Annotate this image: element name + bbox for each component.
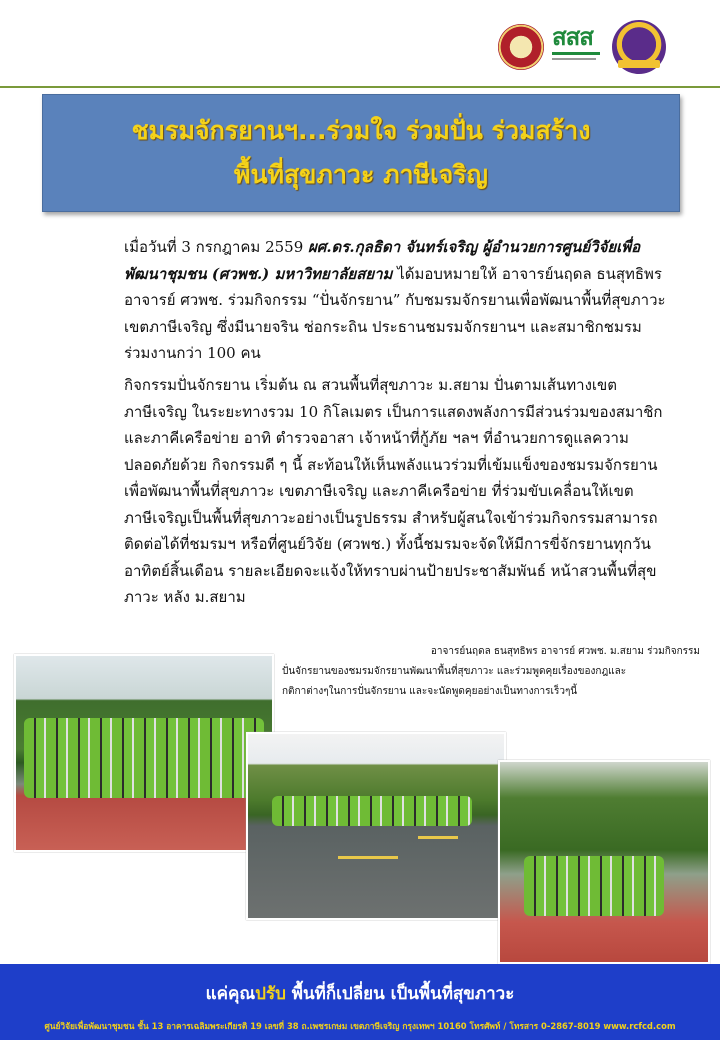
footer-address: ศูนย์วิจัยเพื่อพัฒนาชุมชน ชั้น 13 อาคารเฉลิมพระเกียรติ 19 เลขที่ 38 ถ.เพชรเกษม เขตภาษีเจริญ กรุงเทพฯ 10160 โทรศัพท์ / โทรสาร 0-2867-8019 www.rcfcd.com (44, 1021, 676, 1031)
footer-bar (0, 964, 720, 1040)
photo-caption-line-3: กติกาต่างๆในการปั่นจักรยาน และจะนัดพูดคุยอย่างเป็นทางการเร็วๆนี้ (282, 686, 578, 697)
footer-slogan (0, 980, 720, 1007)
meeting-photo (498, 760, 710, 964)
paragraph-1-lead: เมื่อวันที่ 3 กรกฎาคม 2559 (124, 238, 309, 256)
paragraph-1-rest: ได้มอบหมายให้ อาจารย์นฤดล ธนสุทธิพร อาจารย์ ศวพช. ร่วมกิจกรรม “ปั่นจักรยาน” กับชมรมจักรยานเพื่อพัฒนาพื้นที่สุขภาวะ เขตภาษีเจริญ ซึ่งมีนายจริน ช่อกระถิน ประธานชมรมจักรยานฯ และสมาชิกชมรมร่วมงานกว่า 100 คน (124, 264, 666, 362)
photo-caption-line-2: ปั่นจักรยานของชมรมจักรยานพัฒนาพื้นที่สุขภาวะ และร่วมพูดคุยเรื่องของกฎและ (282, 666, 627, 677)
slogan-pre: แค่คุณ (205, 984, 256, 1004)
header-bar (0, 0, 720, 88)
road-marking (418, 836, 458, 839)
title-line-2: พื้นที่สุขภาวะ ภาษีเจริญ (233, 160, 488, 189)
university-seal-icon (498, 24, 544, 70)
sss-logo-text: สสส (552, 23, 593, 51)
photo-caption-line-1: อาจารย์นฤดล ธนสุทธิพร อาจารย์ ศวพช. ม.สยาม ร่วมกิจกรรม (430, 646, 700, 657)
paragraph-2-text: กิจกรรมปั่นจักรยาน เริ่มต้น ณ สวนพื้นที่สุขภาวะ ม.สยาม ปั่นตามเส้นทางเขตภาษีเจริญ ในระยะทางรวม 10 กิโลเมตร เป็นการแสดงพลังการมีส่วนร่วมของสมาชิกและภาคีเครือข่าย อาทิ ตำรวจอาสา เจ้าหน้าที่กู้ภัย ฯลฯ ที่อำนวยการดูแลความปลอดภัยด้วย กิจกรรมดี ๆ นี้ สะท้อนให้เห็นพลังแนวร่วมที่เข้มแข็งของชมรมจักรยานเพื่อพัฒนาพื้นที่สุขภาวะ เขตภาษีเจริญ และภาคีเครือข่าย ที่ร่วมขับเคลื่อนให้เขตภาษีเจริญเป็นพื้นที่สุขภาวะอย่างเป็นรูปธรรม สำหรับผู้สนใจเข้าร่วมกิจกรรมสามารถติดต่อได้ที่ชมรมฯ หรือที่ศูนย์วิจัย (ศวพช.) ทั้งนี้ชมรมจะจัดให้มีการขี่จักรยานทุกวันอาทิตย์สิ้นเดือน รายละเอียดจะแจ้งให้ทราบผ่านป้ายประชาสัมพันธ์ หน้าสวนพื้นที่สุขภาวะ หลัง ม.สยาม (124, 376, 663, 606)
cycling-road-photo (246, 732, 506, 920)
article-paragraph-2 (60, 372, 666, 611)
sss-logo-icon (552, 24, 604, 70)
title-line-1: ชมรมจักรยานฯ...ร่วมใจ ร่วมปั่น ร่วมสร้าง (131, 116, 591, 145)
meeting-people (524, 856, 664, 916)
slogan-highlight: ปรับ (255, 984, 286, 1004)
community-center-logo-icon (612, 20, 666, 74)
sss-logo-subline (552, 58, 596, 60)
director-name: ผศ.ดร.กุลธิดา จันทร์เจริญ ผู้อำนวยการศูนย์วิจัยเพื่อพัฒนาชุมชน (ศวพช.) มหาวิทยาลัยสยาม (124, 238, 641, 283)
header-divider (0, 86, 720, 88)
sss-logo-underline (552, 52, 600, 55)
road-marking (338, 856, 398, 859)
cyclists (272, 796, 472, 826)
article-paragraph-1 (60, 234, 666, 367)
group-people (24, 718, 264, 798)
group-photo (14, 654, 274, 852)
title-banner (42, 94, 680, 212)
slogan-post: พื้นที่ก็เปลี่ยน เป็นพื้นที่สุขภาวะ (285, 984, 515, 1004)
